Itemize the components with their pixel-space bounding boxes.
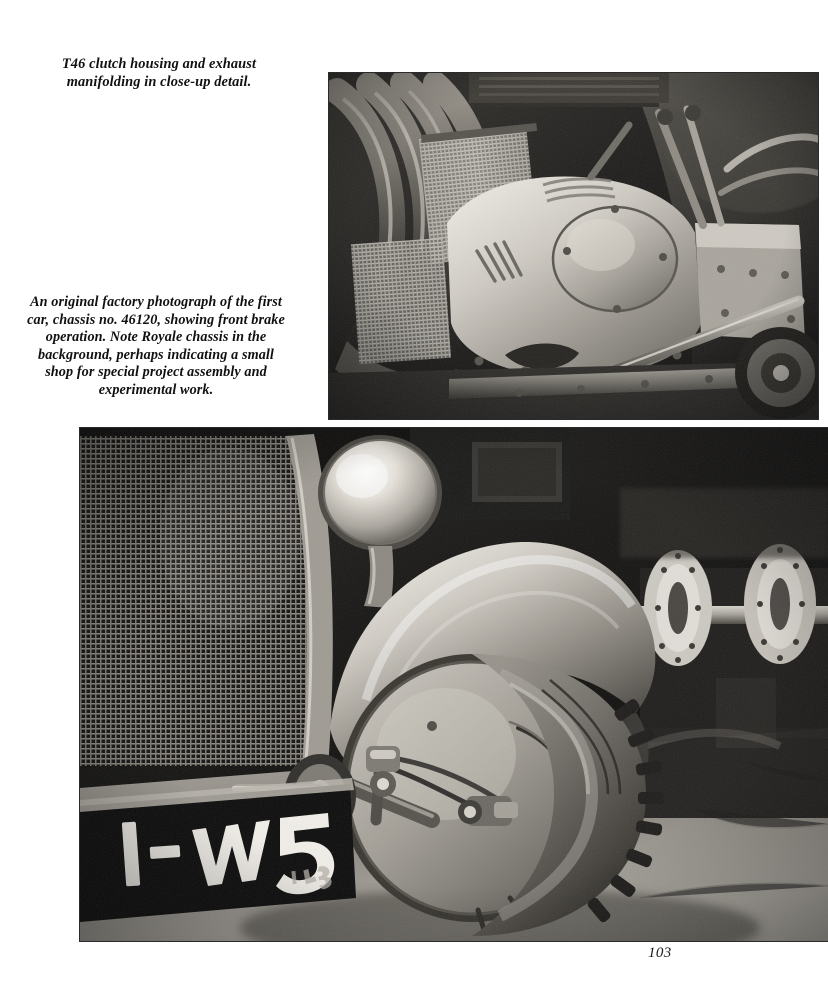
figure-caption-front-brake: An original factory photograph of the first car, chassis no. 46120, showing front brake operation. Note Royale chassis in the background, perhaps indicating a small shop for special project assembly and experimental work.	[27, 294, 285, 398]
figure-front-brake	[80, 428, 828, 941]
page-number: 103	[648, 945, 672, 961]
front-brake-photo	[80, 428, 828, 941]
figure-caption-clutch-housing: T46 clutch housing and exhaust manifolding in close-up detail.	[61, 56, 257, 90]
figure-clutch-housing	[329, 73, 818, 419]
clutch-housing-photo	[329, 73, 818, 419]
